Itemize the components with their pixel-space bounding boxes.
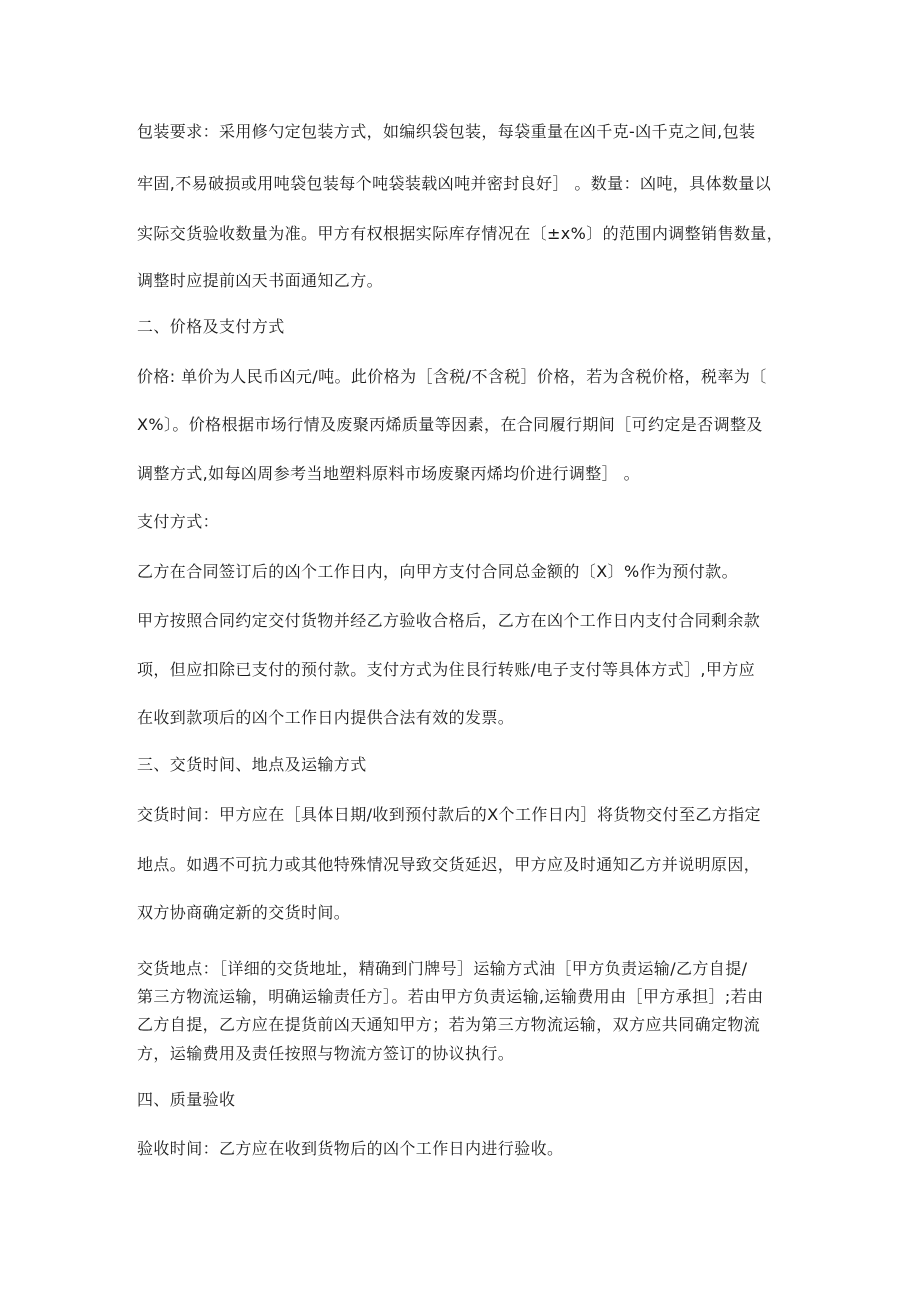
paragraph-packaging-line-4: 调整时应提前凶天书面通知乙方。 [137,271,384,290]
payment-method-label: 支付方式： [137,512,220,531]
paragraph-delivery-place-line-2: 第三方物流运输，明确运输责任方］。若由甲方负责运输,运输费用由［甲方承担］;若由 [137,987,764,1006]
paragraph-packaging-line-1: 包装要求：采用修勺定包装方式，如编织袋包装，每袋重量在凶千克-凶千克之间,包装 [137,122,756,141]
paragraph-delivery-time-line-2: 地点。如遇不可抗力或其他特殊情况导致交货延迟，甲方应及时通知乙方并说明原因， [137,855,761,874]
paragraph-delivery-place-line-4: 方，运输费用及责任按照与物流方签订的协议执行。 [137,1044,515,1063]
paragraph-balance-line-1: 甲方按照合同约定交付货物并经乙方验收合格后，乙方在凶个工作日内支付合同剩余款 [137,611,761,630]
paragraph-delivery-time-line-3: 双方协商确定新的交货时间。 [137,903,351,922]
paragraph-delivery-place-line-3: 乙方自提，乙方应在提货前凶天通知甲方；若为第三方物流运输，双方应共同确定物流 [137,1015,761,1034]
section-heading-delivery: 三、交货时间、地点及运输方式 [137,755,367,774]
paragraph-acceptance-time: 验收时间：乙方应在收到货物后的凶个工作日内进行验收。 [137,1139,564,1158]
section-heading-price-payment: 二、价格及支付方式 [137,317,285,336]
paragraph-prepayment: 乙方在合同签订后的凶个工作日内，向甲方支付合同总金额的〔X〕%作为预付款。 [137,562,738,581]
paragraph-price-line-1: 价格: 单价为人民币凶元/吨。此价格为［含税/不含税］价格，若为含税价格，税率为〔 [137,367,767,386]
paragraph-price-line-2: X%〕。价格根据市场行情及废聚丙烯质量等因素，在合同履行期间［可约定是否调整及 [137,415,763,434]
paragraph-packaging-line-3: 实际交货验收数量为准。甲方有权根据实际库存情况在〔±x%〕的范围内调整销售数量， [137,224,784,243]
paragraph-balance-line-2: 项，但应扣除已支付的预付款。支付方式为住艮行转账/电子支付等具体方式］,甲方应 [137,660,756,679]
paragraph-balance-line-3: 在收到款项后的凶个工作日内提供合法有效的发票。 [137,708,515,727]
paragraph-delivery-place-line-1: 交货地点：［详细的交货地址，精确到门牌号］运输方式油［甲方负责运输/乙方自提/ [137,959,748,978]
paragraph-delivery-time-line-1: 交货时间：甲方应在［具体日期/收到预付款后的X个工作日内］将货物交付至乙方指定 [137,805,761,824]
section-heading-quality-acceptance: 四、质量验收 [137,1090,236,1109]
paragraph-price-line-3: 调整方式,如每凶周参考当地塑料原料市场废聚丙烯均价进行调整］ 。 [137,464,640,483]
paragraph-packaging-line-2: 牢固,不易破损或用吨袋包装每个吨袋装载凶吨并密封良好］ 。数量：凶吨，具体数量以 [137,174,772,193]
